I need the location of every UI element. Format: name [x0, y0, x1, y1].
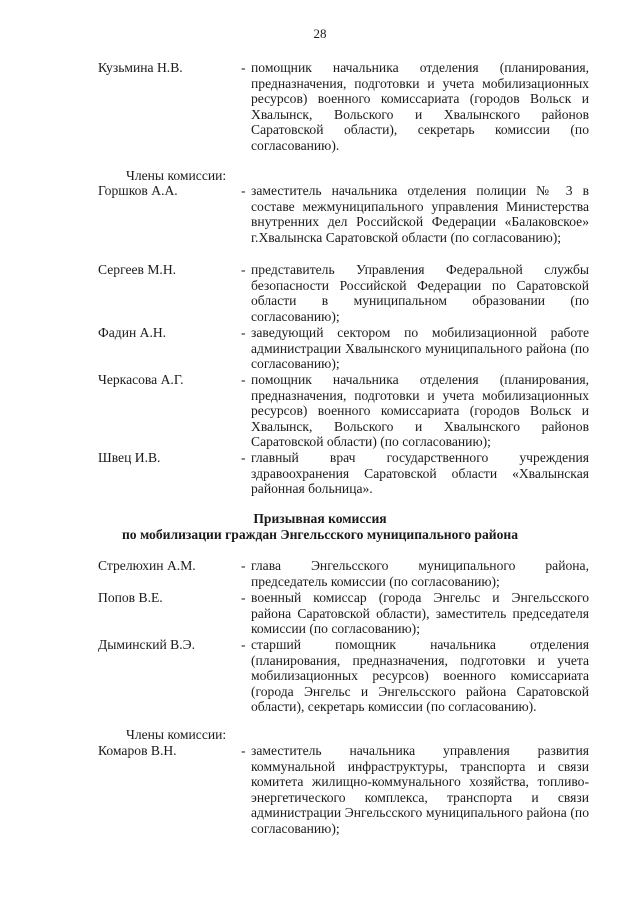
person-role: глава Энгельсского муниципального района, председатель комиссии (по согласованию);	[251, 558, 589, 589]
entry-dash: -	[241, 590, 246, 605]
person-role: старший помощник начальника отделения (планирования, предназначения, подготовки и учета мобилизационных ресурсов) военного комиссариата (города Энгельс и Энгельсского района Саратовской области), секретарь комиссии (по согласованию).	[251, 637, 589, 715]
entry-dash: -	[241, 372, 246, 387]
person-role: военный комиссар (города Энгельс и Энгельсского района Саратовской области), заместитель председателя комиссии (по согласованию);	[251, 590, 589, 637]
section-subheading: по мобилизации граждан Энгельсского муниципального района	[121, 527, 519, 542]
members-label: Члены комиссии:	[126, 168, 227, 183]
person-role: заместитель начальника управления развития коммунальной инфраструктуры, транспорта и связи комитета жилищно-коммунального хозяйства, топливо-энергетического комплекса, транспорта и связи администрации Энгельсского муниципального района (по согласованию);	[251, 743, 589, 836]
person-name: Дыминский В.Э.	[98, 637, 195, 652]
entry-dash: -	[241, 183, 246, 198]
entry-dash: -	[241, 743, 246, 758]
section-heading: Призывная комиссия	[253, 511, 387, 526]
page-number: 28	[313, 26, 327, 41]
person-name: Попов В.Е.	[98, 590, 163, 605]
entry-dash: -	[241, 262, 246, 277]
person-name: Сергеев М.Н.	[98, 262, 177, 277]
person-role: помощник начальника отделения (планирования, предназначения, подготовки и учета мобилизационных ресурсов) военного комиссариата (городов Вольск и Хвалынск, Вольского и Хвалынского районов Саратовской области) (по согласованию);	[251, 372, 589, 450]
entry-dash: -	[241, 558, 246, 573]
person-name: Черкасова А.Г.	[98, 372, 184, 387]
person-name: Горшков А.А.	[98, 183, 178, 198]
entry-dash: -	[241, 450, 246, 465]
person-name: Стрелюхин А.М.	[98, 558, 196, 573]
entry-dash: -	[241, 60, 246, 75]
person-role: помощник начальника отделения (планирования, предназначения, подготовки и учета мобилизационных ресурсов) военного комиссариата (городов Вольск и Хвалынск, Вольского и Хвалынского районов Саратовской области), секретарь комиссии (по согласованию).	[251, 60, 589, 153]
members-label: Члены комиссии:	[126, 727, 227, 742]
person-name: Швец И.В.	[98, 450, 161, 465]
person-name: Кузьмина Н.В.	[98, 60, 183, 75]
entry-dash: -	[241, 325, 246, 340]
person-role: главный врач государственного учреждения здравоохранения Саратовской области «Хвалынская районная больница».	[251, 450, 589, 497]
person-role: заведующий сектором по мобилизационной работе администрации Хвалынского муниципального района (по согласованию);	[251, 325, 589, 372]
person-role: представитель Управления Федеральной службы безопасности Российской Федерации по Саратовской области в муниципальном образовании (по согласованию);	[251, 262, 589, 324]
person-role: заместитель начальника отделения полиции № 3 в составе межмуниципального управления Министерства внутренних дел Российской Федерации «Балаковское» г.Хвалынска Саратовской области (по согласованию);	[251, 183, 589, 245]
person-name: Фадин А.Н.	[98, 325, 167, 340]
entry-dash: -	[241, 637, 246, 652]
person-name: Комаров В.Н.	[98, 743, 177, 758]
